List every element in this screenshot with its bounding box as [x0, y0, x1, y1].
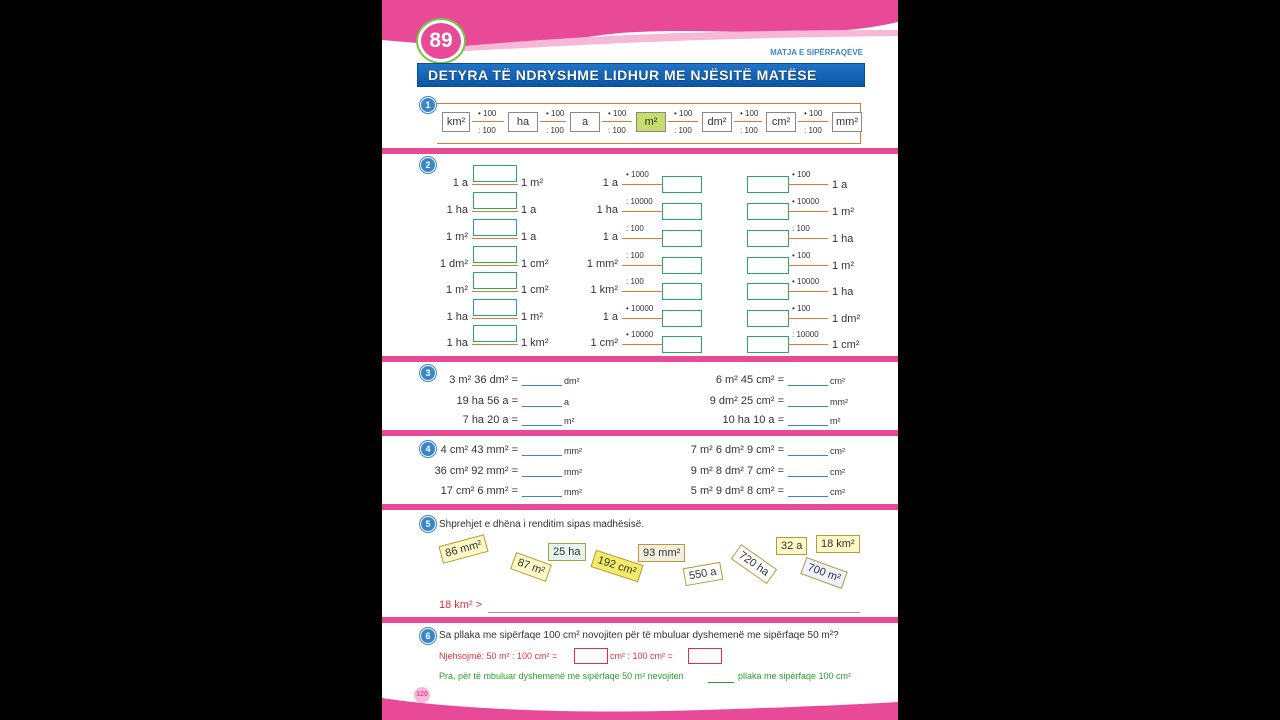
- size-tag[interactable]: 720 ha: [731, 544, 777, 584]
- col2-arrow: [622, 291, 662, 292]
- unit-box: cm²: [766, 112, 796, 132]
- col2-operation: : 100: [626, 277, 644, 286]
- col3-right-unit: 1 m²: [832, 206, 854, 218]
- col1-arrow: [472, 184, 518, 185]
- divider: [382, 430, 898, 436]
- col1-left-unit: 1 ha: [446, 311, 468, 323]
- col3-arrow: [788, 211, 828, 212]
- col1-left-unit: 1 m²: [446, 284, 468, 296]
- exercise-number-6: 6: [420, 628, 436, 644]
- col2-arrow: [622, 265, 662, 266]
- col2-operation: • 10000: [626, 330, 654, 339]
- col2-arrow: [622, 344, 662, 345]
- conversion-arrow: [734, 121, 762, 122]
- right-expression: 9 dm² 25 cm² =: [709, 395, 784, 407]
- answer-unit: dm²: [564, 376, 580, 386]
- multiply-label: • 100: [546, 109, 565, 118]
- col2-answer-box[interactable]: [662, 310, 702, 327]
- col1-right-unit: 1 m²: [521, 177, 543, 189]
- col3-answer-box[interactable]: [747, 203, 789, 220]
- divide-label: : 100: [608, 126, 626, 135]
- exercise-number-2: 2: [420, 157, 436, 173]
- divider: [382, 356, 898, 362]
- divide-label: : 100: [740, 126, 758, 135]
- col2-answer-box[interactable]: [662, 283, 702, 300]
- conversion-arrow: [540, 121, 566, 122]
- col3-arrow: [788, 238, 828, 239]
- col3-right-unit: 1 ha: [832, 233, 854, 245]
- col1-answer-box[interactable]: [473, 246, 517, 263]
- unit-box: km²: [442, 112, 470, 132]
- answer-unit: m²: [830, 416, 841, 426]
- ex6-calc-label: Njehsojmë: 50 m² : 100 cm² =: [439, 651, 558, 661]
- col3-operation: • 100: [792, 170, 811, 179]
- size-tag[interactable]: 18 km²: [816, 535, 860, 553]
- col1-answer-box[interactable]: [473, 165, 517, 182]
- size-tag[interactable]: 32 a: [776, 537, 807, 555]
- answer-blank[interactable]: [788, 455, 828, 456]
- divider: [382, 617, 898, 623]
- size-tag[interactable]: 192 cm²: [590, 550, 643, 582]
- ex6-answer-box-1[interactable]: [574, 648, 608, 664]
- multiply-label: • 100: [804, 109, 823, 118]
- col1-left-unit: 1 m²: [446, 231, 468, 243]
- left-expression: 3 m² 36 dm² =: [449, 374, 518, 386]
- answer-unit: cm²: [830, 376, 845, 386]
- col3-operation: • 100: [792, 251, 811, 260]
- col3-answer-box[interactable]: [747, 310, 789, 327]
- section-label: MATJA E SIPËRFAQEVE: [770, 48, 863, 57]
- col3-arrow: [788, 318, 828, 319]
- right-expression: 6 m² 45 cm² =: [715, 374, 784, 386]
- col2-left-unit: 1 a: [602, 311, 618, 323]
- col1-arrow: [472, 318, 518, 319]
- answer-unit: cm²: [830, 487, 845, 497]
- col2-left-unit: 1 mm²: [586, 258, 618, 270]
- col2-operation: • 1000: [626, 170, 649, 179]
- size-tag[interactable]: 550 a: [683, 562, 723, 586]
- col3-operation: : 10000: [792, 330, 819, 339]
- conversion-arrow: [798, 121, 828, 122]
- left-expression: 17 cm² 6 mm² =: [440, 485, 518, 497]
- col1-right-unit: 1 a: [521, 204, 537, 216]
- col3-arrow: [788, 184, 828, 185]
- exercise-number-4: 4: [420, 441, 436, 457]
- ex6-calc-mid: cm² : 100 cm² =: [610, 651, 673, 661]
- ex6-answer-box-2[interactable]: [688, 648, 722, 664]
- ex6-answer-text-a: Pra, për të mbuluar dyshemenë me sipërfaqe 50 m² nevojiten: [439, 671, 684, 681]
- answer-blank[interactable]: [788, 425, 828, 426]
- size-tag[interactable]: 86 mm²: [438, 534, 488, 564]
- conversion-arrow: [668, 121, 698, 122]
- answer-blank[interactable]: [522, 385, 562, 386]
- col1-right-unit: 1 cm²: [521, 258, 549, 270]
- divider: [382, 148, 898, 154]
- col1-answer-box[interactable]: [473, 272, 517, 289]
- size-tag[interactable]: 87 m²: [510, 552, 552, 582]
- right-expression: 7 m² 6 dm² 9 cm² =: [690, 444, 784, 456]
- exercise-number-1: 1: [420, 97, 436, 113]
- divide-label: : 100: [674, 126, 692, 135]
- answer-unit: cm²: [830, 446, 845, 456]
- col2-operation: : 100: [626, 251, 644, 260]
- answer-blank[interactable]: [522, 476, 562, 477]
- ex5-answer-start: 18 km² >: [439, 599, 483, 611]
- answer-unit: cm²: [830, 467, 845, 477]
- col3-arrow: [788, 344, 828, 345]
- col3-arrow: [788, 291, 828, 292]
- right-expression: 10 ha 10 a =: [722, 414, 784, 426]
- ex1-frame-top: [437, 103, 861, 104]
- divider: [382, 504, 898, 510]
- col3-answer-box[interactable]: [747, 257, 789, 274]
- col1-arrow: [472, 265, 518, 266]
- left-expression: 19 ha 56 a =: [456, 395, 518, 407]
- unit-box: mm²: [832, 112, 862, 132]
- footer-wave-decoration: [382, 680, 898, 720]
- col2-left-unit: 1 cm²: [590, 337, 618, 349]
- col1-left-unit: 1 dm²: [439, 258, 468, 270]
- col3-right-unit: 1 cm²: [832, 339, 860, 351]
- col1-arrow: [472, 291, 518, 292]
- col3-operation: • 10000: [792, 197, 820, 206]
- col2-arrow: [622, 211, 662, 212]
- col3-right-unit: 1 a: [832, 179, 848, 191]
- left-expression: 36 cm² 92 mm² =: [434, 465, 518, 477]
- col2-operation: : 100: [626, 224, 644, 233]
- answer-unit: mm²: [564, 487, 582, 497]
- col3-right-unit: 1 ha: [832, 286, 854, 298]
- unit-box: m²: [636, 112, 666, 132]
- col3-answer-box[interactable]: [747, 283, 789, 300]
- multiply-label: • 100: [674, 109, 693, 118]
- workbook-page: [382, 0, 898, 720]
- col1-left-unit: 1 a: [452, 177, 468, 189]
- col2-answer-box[interactable]: [662, 336, 702, 353]
- col3-operation: • 100: [792, 304, 811, 313]
- col1-right-unit: 1 cm²: [521, 284, 549, 296]
- size-tag[interactable]: 700 m²: [800, 557, 848, 589]
- conversion-arrow: [472, 121, 504, 122]
- col3-right-unit: 1 m²: [832, 260, 854, 272]
- answer-blank[interactable]: [788, 476, 828, 477]
- ex6-answer-text-b: pllaka me sipërfaqe 100 cm²: [738, 671, 852, 681]
- col1-right-unit: 1 m²: [521, 311, 543, 323]
- answer-unit: mm²: [564, 467, 582, 477]
- col2-left-unit: 1 a: [602, 231, 618, 243]
- unit-box: ha: [508, 112, 538, 132]
- conversion-arrow: [602, 121, 632, 122]
- answer-blank[interactable]: [522, 406, 562, 407]
- ex5-answer-line[interactable]: [488, 612, 860, 613]
- col2-left-unit: 1 a: [602, 177, 618, 189]
- col1-answer-box[interactable]: [473, 192, 517, 209]
- ex5-instruction: Shprehjet e dhëna i renditim sipas madhësisë.: [439, 519, 645, 530]
- col1-answer-box[interactable]: [473, 325, 517, 342]
- left-expression: 7 ha 20 a =: [462, 414, 518, 426]
- col3-arrow: [788, 265, 828, 266]
- answer-blank[interactable]: [522, 455, 562, 456]
- answer-blank[interactable]: [788, 385, 828, 386]
- multiply-label: • 100: [608, 109, 627, 118]
- answer-unit: m²: [564, 416, 575, 426]
- answer-unit: mm²: [830, 397, 848, 407]
- left-expression: 4 cm² 43 mm² =: [440, 444, 518, 456]
- multiply-label: • 100: [478, 109, 497, 118]
- col1-answer-box[interactable]: [473, 299, 517, 316]
- divide-label: : 100: [804, 126, 822, 135]
- col3-operation: : 100: [792, 224, 810, 233]
- divide-label: : 100: [546, 126, 564, 135]
- col2-answer-box[interactable]: [662, 203, 702, 220]
- unit-box: a: [570, 112, 600, 132]
- exercise-number-5: 5: [420, 516, 436, 532]
- answer-blank[interactable]: [522, 425, 562, 426]
- page-title: DETYRA TË NDRYSHME LIDHUR ME NJËSITË MATËSE: [428, 67, 817, 83]
- divide-label: : 100: [478, 126, 496, 135]
- size-tag[interactable]: 25 ha: [548, 543, 586, 561]
- col2-operation: : 10000: [626, 197, 653, 206]
- col2-left-unit: 1 km²: [590, 284, 618, 296]
- answer-unit: mm²: [564, 446, 582, 456]
- col2-answer-box[interactable]: [662, 230, 702, 247]
- col1-arrow: [472, 238, 518, 239]
- col1-left-unit: 1 ha: [446, 337, 468, 349]
- col2-answer-box[interactable]: [662, 176, 702, 193]
- answer-blank[interactable]: [788, 406, 828, 407]
- col1-answer-box[interactable]: [473, 219, 517, 236]
- col2-operation: • 10000: [626, 304, 654, 313]
- unit-box: dm²: [702, 112, 732, 132]
- ex6-question: Sa pllaka me sipërfaqe 100 cm² novojiten për të mbuluar dyshemenë me sipërfaqe 50 m²?: [439, 630, 839, 641]
- col3-answer-box[interactable]: [747, 336, 789, 353]
- answer-blank[interactable]: [788, 496, 828, 497]
- right-expression: 5 m² 9 dm² 8 cm² =: [690, 485, 784, 497]
- col1-arrow: [472, 344, 518, 345]
- col2-left-unit: 1 ha: [596, 204, 618, 216]
- answer-unit: a: [564, 397, 570, 407]
- col1-left-unit: 1 ha: [446, 204, 468, 216]
- col1-arrow: [472, 211, 518, 212]
- answer-blank[interactable]: [522, 496, 562, 497]
- right-expression: 9 m² 8 dm² 7 cm² =: [690, 465, 784, 477]
- footer-page-number: 120: [414, 687, 430, 703]
- col3-operation: • 10000: [792, 277, 820, 286]
- col3-answer-box[interactable]: [747, 230, 789, 247]
- col3-answer-box[interactable]: [747, 176, 789, 193]
- ex1-frame-bottom: [437, 143, 861, 144]
- exercise-number-3: 3: [420, 365, 436, 381]
- title-bar: [417, 63, 865, 87]
- col2-arrow: [622, 184, 662, 185]
- col1-right-unit: 1 a: [521, 231, 537, 243]
- col3-right-unit: 1 dm²: [832, 313, 861, 325]
- col1-right-unit: 1 km²: [521, 337, 549, 349]
- multiply-label: • 100: [740, 109, 759, 118]
- col2-arrow: [622, 238, 662, 239]
- col2-arrow: [622, 318, 662, 319]
- col2-answer-box[interactable]: [662, 257, 702, 274]
- size-tag[interactable]: 93 mm²: [638, 544, 685, 562]
- page-number-badge: 89: [418, 20, 464, 62]
